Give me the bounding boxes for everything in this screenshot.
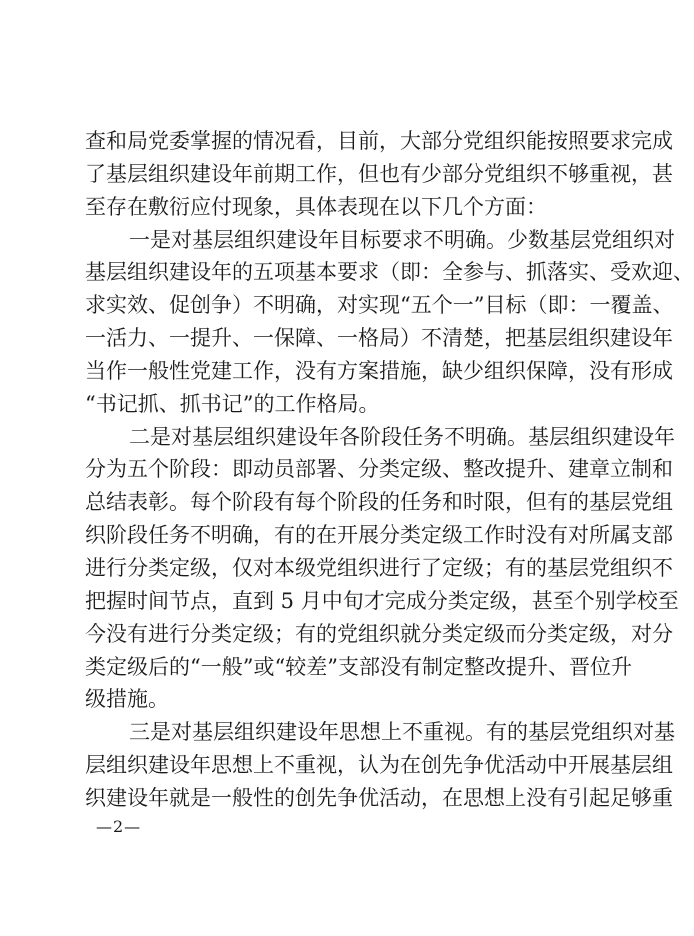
text-line: 层组织建设年思想上不重视，认为在创先争优活动中开展基层组 bbox=[85, 753, 673, 778]
text-line: 至存在敷衍应付现象，具体表现在以下几个方面： bbox=[85, 194, 547, 219]
text-line: 类定级后的“一般”或“较差”支部没有制定整改提升、晋位升 bbox=[85, 654, 632, 679]
text-line: 了基层组织建设年前期工作，但也有少部分党组织不够重视，甚 bbox=[85, 161, 673, 186]
text-line: 一是对基层组织建设年目标要求不明确。少数基层党组织对 bbox=[129, 227, 675, 252]
document-body bbox=[85, 128, 694, 818]
text-line: 今没有进行分类定级；有的党组织就分类定级而分类定级，对分 bbox=[85, 621, 673, 646]
text-line: 基层组织建设年的五项基本要求（即：全参与、抓落实、受欢迎、 bbox=[85, 260, 694, 285]
paragraph-intro bbox=[85, 128, 673, 227]
paragraph-point-three bbox=[85, 719, 675, 818]
text-line: 求实效、促创争）不明确，对实现“五个一”目标（即：一覆盖、 bbox=[85, 293, 674, 318]
text-line: 把握时间节点，直到 5 月中旬才完成分类定级，甚至个别学校至 bbox=[85, 588, 679, 613]
text-line: 一活力、一提升、一保障、一格局）不清楚，把基层组织建设年 bbox=[85, 326, 673, 351]
text-line: 分为五个阶段：即动员部署、分类定级、整改提升、建章立制和 bbox=[85, 457, 673, 482]
text-line: 总结表彰。每个阶段有每个阶段的任务和时限，但有的基层党组 bbox=[85, 490, 673, 515]
text-line: 织建设年就是一般性的创先争优活动，在思想上没有引起足够重 bbox=[85, 785, 673, 810]
paragraph-point-one bbox=[85, 227, 694, 424]
text-line: 二是对基层组织建设年各阶段任务不明确。基层组织建设年 bbox=[129, 424, 675, 449]
text-line: 三是对基层组织建设年思想上不重视。有的基层党组织对基 bbox=[129, 720, 675, 745]
text-line: 级措施。 bbox=[85, 687, 169, 712]
text-line: 查和局党委掌握的情况看，目前，大部分党组织能按照要求完成 bbox=[85, 129, 673, 153]
text-line: 进行分类定级，仅对本级党组织进行了定级；有的基层党组织不 bbox=[85, 555, 673, 580]
text-line: “书记抓、抓书记”的工作格局。 bbox=[85, 391, 380, 416]
page-number: —2— bbox=[96, 817, 142, 836]
text-line: 当作一般性党建工作，没有方案措施，缺少组织保障，没有形成 bbox=[85, 358, 673, 383]
paragraph-point-two bbox=[85, 424, 679, 720]
text-line: 织阶段任务不明确，有的在开展分类定级工作时没有对所属支部 bbox=[85, 523, 673, 548]
